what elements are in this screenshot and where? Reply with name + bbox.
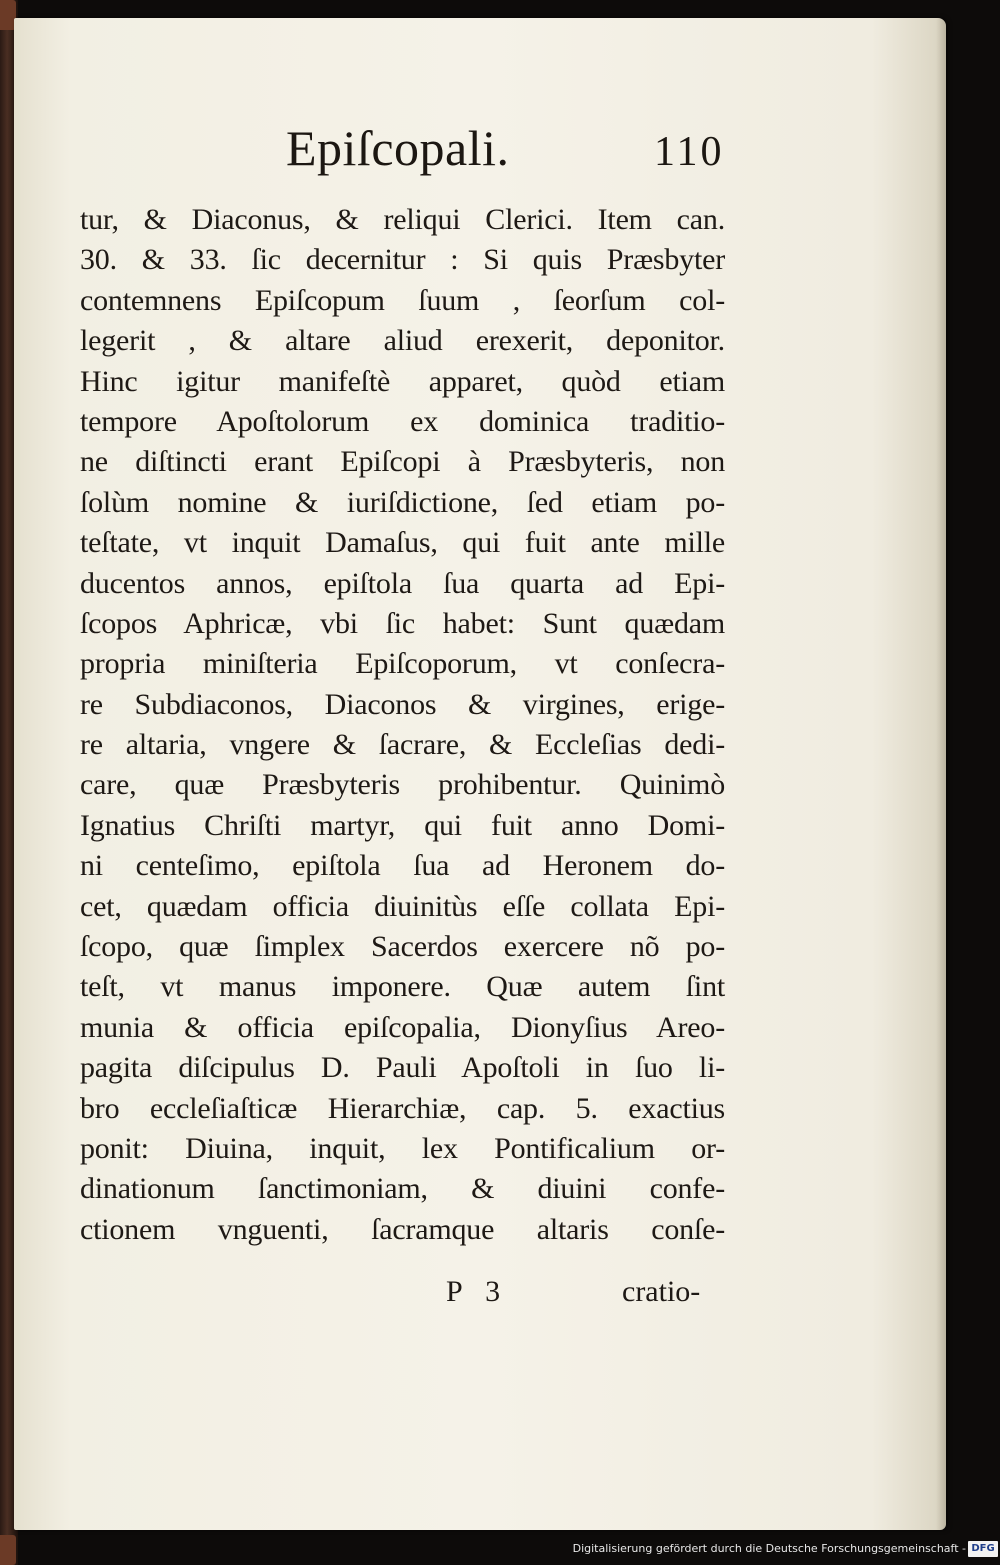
text-line: cet, quædam officia diuinitùs eſſe collata Epi- [80, 889, 725, 923]
text-line: ſcopo, quæ ſimplex Sacerdos exercere nõ po- [80, 930, 725, 964]
text-line: munia & officia epiſcopalia, Dionyſius Areo- [80, 1010, 725, 1044]
page-number: 110 [654, 129, 725, 175]
text-line: ducentos annos, epiſtola ſua quarta ad Epi- [80, 566, 725, 600]
text-line: tur, & Diaconus, & reliqui Clerici. Item can. [80, 203, 725, 236]
text-line: ne diſtincti erant Epiſcopi à Præsbyteris, non [80, 445, 725, 479]
text-line: bro eccleſiaſticæ Hierarchiæ, cap. 5. exactius [80, 1091, 725, 1125]
running-head [14, 118, 946, 188]
text-line: teſt, vt manus imponere. Quæ autem ſint [80, 970, 725, 1004]
text-line: legerit , & altare aliud erexerit, deponitor. [80, 324, 725, 358]
text-line: care, quæ Præsbyteris prohibentur. Quinimò [80, 768, 725, 802]
dfg-logo: DFG [968, 1541, 998, 1557]
text-line: propria miniſteria Epiſcoporum, vt conſecra- [80, 647, 725, 681]
text-line: contemnens Epiſcopum ſuum , ſeorſum col- [80, 283, 725, 317]
body-text [80, 200, 725, 1250]
text-line: pagita diſcipulus D. Pauli Apoſtoli in ſuo li- [80, 1051, 725, 1085]
digitization-credit: Digitalisierung gefördert durch die Deutsche Forschungsgemeinschaft - [572, 1542, 966, 1555]
text-line: ſcopos Aphricæ, vbi ſic habet: Sunt quædam [80, 606, 725, 640]
text-line: ſolùm nomine & iuriſdictione, ſed etiam po- [80, 485, 725, 519]
running-head-title: Epiſcopali. [286, 120, 510, 176]
text-line: re Subdiaconos, Diaconos & virgines, erige- [80, 687, 725, 721]
book-page [14, 18, 946, 1530]
text-line: ctionem vnguenti, ſacramque altaris conſe- [80, 1212, 725, 1246]
text-line: teſtate, vt inquit Damaſus, qui fuit ante mille [80, 526, 725, 560]
text-line: ponit: Diuina, inquit, lex Pontificalium or- [80, 1131, 725, 1165]
text-line: ni centeſimo, epiſtola ſua ad Heronem do- [80, 849, 725, 883]
text-line: dinationum ſanctimoniam, & diuini confe- [80, 1172, 725, 1206]
spine-tab-bottom [0, 1535, 16, 1565]
text-line: tempore Apoſtolorum ex dominica traditio- [80, 404, 725, 438]
text-line: Ignatius Chriſti martyr, qui fuit anno Domi- [80, 808, 725, 842]
signature-mark: P 3 [446, 1275, 509, 1308]
catchline [14, 1272, 946, 1316]
text-line: re altaria, vngere & ſacrare, & Eccleſias dedi- [80, 728, 725, 762]
text-line: 30. & 33. ſic decernitur : Si quis Præsbyter [80, 243, 725, 277]
catchword: cratio- [622, 1275, 701, 1308]
text-line: Hinc igitur manifeſtè apparet, quòd etiam [80, 364, 725, 398]
